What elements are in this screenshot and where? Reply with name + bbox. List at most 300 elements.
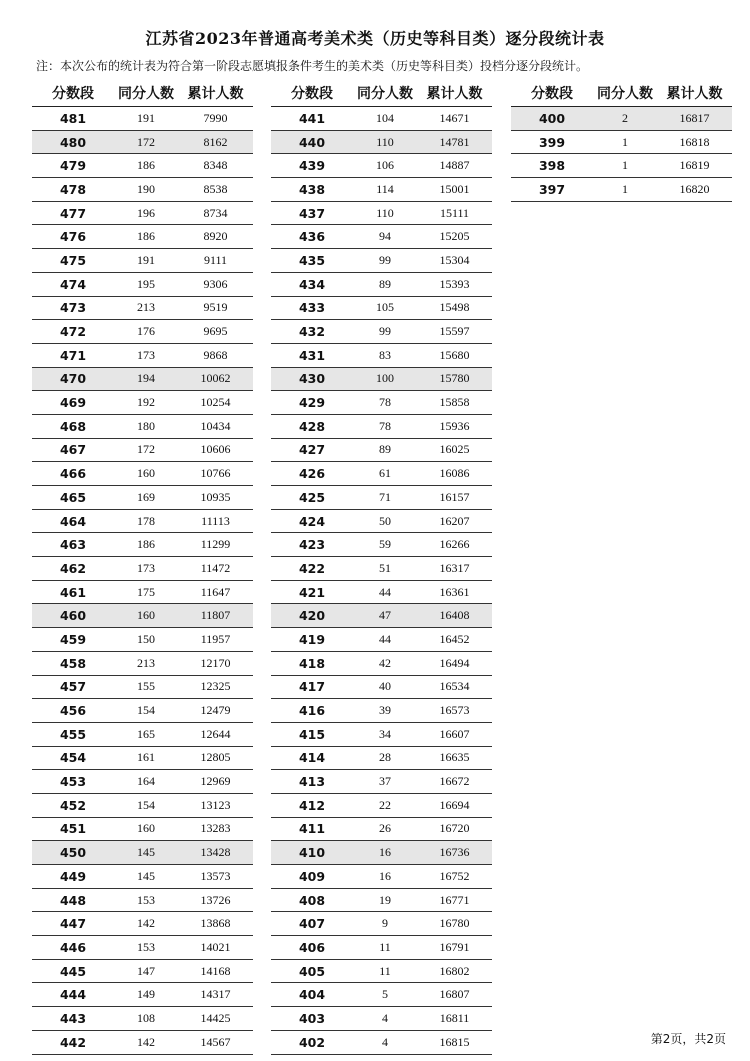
table-row bbox=[32, 462, 253, 486]
total-cell: 12805 bbox=[200, 750, 231, 765]
table-column-2 bbox=[271, 80, 492, 1055]
total-cell: 11299 bbox=[200, 537, 231, 552]
table-row bbox=[32, 178, 253, 202]
score-cell: 417 bbox=[298, 679, 326, 695]
score-cell: 451 bbox=[59, 821, 87, 837]
table-row bbox=[32, 533, 253, 557]
count-cell: 42 bbox=[379, 655, 391, 670]
score-cell: 454 bbox=[59, 750, 87, 766]
score-cell: 440 bbox=[298, 134, 326, 150]
total-cell: 14168 bbox=[200, 963, 231, 978]
count-cell: 149 bbox=[137, 987, 155, 1002]
total-cell: 15111 bbox=[439, 205, 470, 220]
score-cell: 436 bbox=[298, 229, 326, 245]
count-cell: 11 bbox=[379, 939, 391, 954]
score-cell: 475 bbox=[59, 252, 87, 268]
count-cell: 104 bbox=[376, 110, 394, 125]
table-row bbox=[32, 983, 253, 1007]
count-cell: 153 bbox=[137, 939, 155, 954]
count-cell: 161 bbox=[137, 750, 155, 765]
count-cell: 154 bbox=[137, 703, 155, 718]
page-footer: 第2页，共2页 bbox=[650, 1032, 726, 1046]
score-cell: 428 bbox=[298, 418, 326, 434]
score-cell: 406 bbox=[298, 939, 326, 955]
total-cell: 9306 bbox=[203, 276, 228, 291]
score-cell: 480 bbox=[59, 134, 87, 150]
table-row bbox=[32, 486, 253, 510]
score-cell: 467 bbox=[59, 442, 87, 458]
score-cell: 427 bbox=[298, 442, 326, 458]
table-row bbox=[32, 818, 253, 842]
table-column-3 bbox=[511, 80, 732, 202]
total-cell: 12325 bbox=[200, 679, 231, 694]
score-cell: 430 bbox=[298, 371, 326, 387]
total-cell: 16672 bbox=[439, 774, 470, 789]
table-row bbox=[271, 818, 492, 842]
score-cell: 464 bbox=[59, 513, 87, 529]
total-cell: 16802 bbox=[439, 963, 470, 978]
count-cell: 165 bbox=[137, 726, 155, 741]
count-cell: 50 bbox=[379, 513, 391, 528]
total-cell: 13428 bbox=[200, 845, 231, 860]
column-header-row bbox=[271, 80, 492, 107]
count-cell: 94 bbox=[379, 229, 391, 244]
total-cell: 10434 bbox=[200, 418, 231, 433]
count-cell: 1 bbox=[622, 158, 628, 173]
score-cell: 447 bbox=[59, 916, 87, 932]
table-row bbox=[271, 865, 492, 889]
table-row bbox=[32, 320, 253, 344]
score-cell: 414 bbox=[298, 750, 326, 766]
score-cell: 408 bbox=[298, 892, 326, 908]
table-row bbox=[32, 249, 253, 273]
count-cell: 1 bbox=[622, 134, 628, 149]
count-cell: 44 bbox=[379, 584, 391, 599]
total-cell: 9111 bbox=[203, 252, 228, 267]
count-cell: 173 bbox=[137, 347, 155, 362]
table-row bbox=[32, 415, 253, 439]
count-cell: 16 bbox=[379, 868, 391, 883]
count-cell: 1 bbox=[622, 181, 628, 196]
table-row bbox=[271, 652, 492, 676]
count-cell: 169 bbox=[137, 489, 155, 504]
count-cell: 173 bbox=[137, 560, 155, 575]
total-cell: 15393 bbox=[439, 276, 470, 291]
table-row bbox=[271, 249, 492, 273]
header-count: 同分人数 bbox=[357, 86, 413, 102]
count-cell: 110 bbox=[376, 205, 394, 220]
score-cell: 415 bbox=[298, 726, 326, 742]
table-row bbox=[32, 747, 253, 771]
count-cell: 40 bbox=[379, 679, 391, 694]
total-cell: 12644 bbox=[200, 726, 231, 741]
table-row bbox=[32, 557, 253, 581]
total-cell: 16791 bbox=[439, 939, 470, 954]
count-cell: 114 bbox=[376, 181, 394, 196]
table-row bbox=[271, 391, 492, 415]
score-cell: 418 bbox=[298, 655, 326, 671]
score-cell: 473 bbox=[59, 300, 87, 316]
score-cell: 404 bbox=[298, 987, 326, 1003]
table-row bbox=[271, 747, 492, 771]
total-cell: 10062 bbox=[200, 371, 231, 386]
score-cell: 453 bbox=[59, 774, 87, 790]
total-cell: 8920 bbox=[203, 229, 228, 244]
total-cell: 15498 bbox=[439, 300, 470, 315]
count-cell: 160 bbox=[137, 466, 155, 481]
count-cell: 9 bbox=[382, 916, 388, 931]
score-cell: 409 bbox=[298, 868, 326, 884]
total-cell: 13726 bbox=[200, 892, 231, 907]
count-cell: 145 bbox=[137, 845, 155, 860]
header-total: 累计人数 bbox=[187, 86, 244, 102]
table-row bbox=[511, 178, 732, 202]
total-cell: 14671 bbox=[439, 110, 470, 125]
count-cell: 186 bbox=[137, 158, 155, 173]
total-cell: 11113 bbox=[201, 513, 230, 528]
table-row bbox=[32, 699, 253, 723]
count-cell: 213 bbox=[137, 655, 155, 670]
total-cell: 16819 bbox=[679, 158, 710, 173]
table-row bbox=[271, 225, 492, 249]
total-cell: 15205 bbox=[439, 229, 470, 244]
table-row bbox=[32, 273, 253, 297]
score-cell: 397 bbox=[538, 181, 566, 197]
table-row bbox=[32, 439, 253, 463]
table-row bbox=[32, 225, 253, 249]
count-cell: 83 bbox=[379, 347, 391, 362]
count-cell: 154 bbox=[137, 797, 155, 812]
total-cell: 10606 bbox=[200, 442, 231, 457]
total-cell: 16573 bbox=[439, 703, 470, 718]
count-cell: 172 bbox=[137, 442, 155, 457]
total-cell: 16408 bbox=[439, 608, 470, 623]
total-cell: 15304 bbox=[439, 252, 470, 267]
total-cell: 15001 bbox=[439, 181, 470, 196]
score-cell: 441 bbox=[298, 110, 326, 126]
table-row bbox=[32, 912, 253, 936]
header-total: 累计人数 bbox=[426, 86, 483, 102]
table-row bbox=[32, 770, 253, 794]
total-cell: 10254 bbox=[200, 395, 231, 410]
column-header-row bbox=[32, 80, 253, 107]
total-cell: 15597 bbox=[439, 324, 470, 339]
score-cell: 399 bbox=[538, 134, 566, 150]
total-cell: 16157 bbox=[439, 489, 470, 504]
table-row bbox=[271, 960, 492, 984]
total-cell: 11647 bbox=[200, 584, 231, 599]
total-cell: 16635 bbox=[439, 750, 470, 765]
score-cell: 468 bbox=[59, 418, 87, 434]
score-cell: 448 bbox=[59, 892, 87, 908]
count-cell: 172 bbox=[137, 134, 155, 149]
table-row bbox=[271, 936, 492, 960]
count-cell: 160 bbox=[137, 821, 155, 836]
count-cell: 186 bbox=[137, 229, 155, 244]
score-cell: 424 bbox=[298, 513, 326, 529]
header-total: 累计人数 bbox=[666, 86, 723, 102]
count-cell: 213 bbox=[137, 300, 155, 315]
total-cell: 16266 bbox=[439, 537, 470, 552]
table-row bbox=[511, 154, 732, 178]
count-cell: 108 bbox=[137, 1010, 155, 1025]
count-cell: 37 bbox=[379, 774, 391, 789]
count-cell: 192 bbox=[137, 395, 155, 410]
count-cell: 89 bbox=[379, 276, 391, 291]
table-row bbox=[32, 297, 253, 321]
score-cell: 416 bbox=[298, 703, 326, 719]
score-cell: 469 bbox=[59, 395, 87, 411]
score-cell: 434 bbox=[298, 276, 326, 292]
score-cell: 470 bbox=[59, 371, 87, 387]
table-row bbox=[271, 889, 492, 913]
table-row bbox=[32, 131, 253, 155]
count-cell: 78 bbox=[379, 418, 391, 433]
count-cell: 153 bbox=[137, 892, 155, 907]
score-cell: 431 bbox=[298, 347, 326, 363]
table-row bbox=[271, 344, 492, 368]
score-cell: 456 bbox=[59, 703, 87, 719]
score-cell: 477 bbox=[59, 205, 87, 221]
total-cell: 16207 bbox=[439, 513, 470, 528]
count-cell: 4 bbox=[382, 1010, 388, 1025]
total-cell: 16736 bbox=[439, 845, 470, 860]
table-row bbox=[271, 770, 492, 794]
total-cell: 13868 bbox=[200, 916, 231, 931]
total-cell: 16720 bbox=[439, 821, 470, 836]
total-cell: 8348 bbox=[203, 158, 228, 173]
count-cell: 191 bbox=[137, 252, 155, 267]
total-cell: 11807 bbox=[200, 608, 231, 623]
count-cell: 186 bbox=[137, 537, 155, 552]
score-cell: 476 bbox=[59, 229, 87, 245]
table-row bbox=[32, 628, 253, 652]
table-row bbox=[271, 699, 492, 723]
score-cell: 412 bbox=[298, 797, 326, 813]
count-cell: 99 bbox=[379, 252, 391, 267]
score-cell: 423 bbox=[298, 537, 326, 553]
count-cell: 180 bbox=[137, 418, 155, 433]
table-row bbox=[271, 533, 492, 557]
table-row bbox=[271, 510, 492, 534]
table-row bbox=[32, 1007, 253, 1031]
total-cell: 15680 bbox=[439, 347, 470, 362]
header-score: 分数段 bbox=[52, 86, 94, 102]
header-score: 分数段 bbox=[291, 86, 333, 102]
table-row bbox=[271, 604, 492, 628]
count-cell: 100 bbox=[376, 371, 394, 386]
table-row bbox=[271, 462, 492, 486]
score-cell: 442 bbox=[59, 1034, 87, 1050]
score-cell: 459 bbox=[59, 631, 87, 647]
count-cell: 194 bbox=[137, 371, 155, 386]
total-cell: 7990 bbox=[203, 110, 228, 125]
count-cell: 164 bbox=[137, 774, 155, 789]
count-cell: 4 bbox=[382, 1034, 388, 1049]
count-cell: 196 bbox=[137, 205, 155, 220]
table-row bbox=[32, 960, 253, 984]
score-cell: 400 bbox=[538, 110, 566, 126]
total-cell: 16086 bbox=[439, 466, 470, 481]
score-cell: 450 bbox=[59, 845, 87, 861]
table-row bbox=[32, 794, 253, 818]
table-row bbox=[32, 865, 253, 889]
score-cell: 429 bbox=[298, 395, 326, 411]
table-row bbox=[271, 1031, 492, 1055]
score-cell: 474 bbox=[59, 276, 87, 292]
score-cell: 425 bbox=[298, 489, 326, 505]
count-cell: 105 bbox=[376, 300, 394, 315]
total-cell: 9695 bbox=[203, 324, 228, 339]
table-row bbox=[32, 604, 253, 628]
count-cell: 150 bbox=[137, 631, 155, 646]
score-cell: 452 bbox=[59, 797, 87, 813]
table-row bbox=[271, 439, 492, 463]
table-row bbox=[32, 107, 253, 131]
total-cell: 10766 bbox=[200, 466, 231, 481]
count-cell: 160 bbox=[137, 608, 155, 623]
score-cell: 455 bbox=[59, 726, 87, 742]
table-row bbox=[271, 154, 492, 178]
total-cell: 16317 bbox=[439, 560, 470, 575]
count-cell: 16 bbox=[379, 845, 391, 860]
total-cell: 16811 bbox=[439, 1010, 470, 1025]
count-cell: 155 bbox=[137, 679, 155, 694]
score-cell: 443 bbox=[59, 1010, 87, 1026]
score-cell: 466 bbox=[59, 466, 87, 482]
score-cell: 435 bbox=[298, 252, 326, 268]
table-row bbox=[271, 1007, 492, 1031]
total-cell: 14317 bbox=[200, 987, 231, 1002]
table-row bbox=[271, 983, 492, 1007]
count-cell: 142 bbox=[137, 1034, 155, 1049]
note-text: 注：本次公布的统计表为符合第一阶段志愿填报条件考生的美术类（历史等科目类）投档分逐分段统计。 bbox=[36, 59, 589, 73]
table-row bbox=[271, 320, 492, 344]
count-cell: 195 bbox=[137, 276, 155, 291]
table-row bbox=[271, 297, 492, 321]
count-cell: 145 bbox=[137, 868, 155, 883]
score-cell: 405 bbox=[298, 963, 326, 979]
total-cell: 14021 bbox=[200, 939, 231, 954]
count-cell: 26 bbox=[379, 821, 391, 836]
count-cell: 22 bbox=[379, 797, 391, 812]
score-cell: 422 bbox=[298, 560, 326, 576]
total-cell: 15858 bbox=[439, 395, 470, 410]
total-cell: 10935 bbox=[200, 489, 231, 504]
total-cell: 15780 bbox=[439, 371, 470, 386]
table-row bbox=[32, 510, 253, 534]
total-cell: 16494 bbox=[439, 655, 470, 670]
table-row bbox=[32, 889, 253, 913]
score-cell: 432 bbox=[298, 324, 326, 340]
score-cell: 465 bbox=[59, 489, 87, 505]
score-cell: 444 bbox=[59, 987, 87, 1003]
total-cell: 8538 bbox=[203, 181, 228, 196]
count-cell: 19 bbox=[379, 892, 391, 907]
table-row bbox=[271, 486, 492, 510]
score-cell: 419 bbox=[298, 631, 326, 647]
score-cell: 410 bbox=[298, 845, 326, 861]
count-cell: 34 bbox=[379, 726, 391, 741]
total-cell: 12479 bbox=[200, 703, 231, 718]
score-cell: 458 bbox=[59, 655, 87, 671]
total-cell: 16361 bbox=[439, 584, 470, 599]
count-cell: 176 bbox=[137, 324, 155, 339]
header-count: 同分人数 bbox=[597, 86, 653, 102]
count-cell: 2 bbox=[622, 110, 628, 125]
page-title: 江苏省2023年普通高考美术类（历史等科目类）逐分段统计表 bbox=[145, 29, 605, 48]
score-cell: 462 bbox=[59, 560, 87, 576]
count-cell: 61 bbox=[379, 466, 391, 481]
count-cell: 51 bbox=[379, 560, 391, 575]
count-cell: 44 bbox=[379, 631, 391, 646]
total-cell: 8162 bbox=[203, 134, 228, 149]
table-row bbox=[271, 723, 492, 747]
score-cell: 420 bbox=[298, 608, 326, 624]
table-row bbox=[271, 273, 492, 297]
score-cell: 403 bbox=[298, 1010, 326, 1026]
count-cell: 110 bbox=[376, 134, 394, 149]
total-cell: 14567 bbox=[200, 1034, 231, 1049]
count-cell: 47 bbox=[379, 608, 391, 623]
total-cell: 13283 bbox=[200, 821, 231, 836]
table-row bbox=[32, 368, 253, 392]
total-cell: 16807 bbox=[439, 987, 470, 1002]
count-cell: 178 bbox=[137, 513, 155, 528]
total-cell: 9868 bbox=[203, 347, 228, 362]
total-cell: 16607 bbox=[439, 726, 470, 741]
score-cell: 481 bbox=[59, 110, 87, 126]
score-cell: 472 bbox=[59, 324, 87, 340]
table-row bbox=[271, 368, 492, 392]
column-header-row bbox=[511, 80, 732, 107]
score-cell: 437 bbox=[298, 205, 326, 221]
table-row bbox=[271, 581, 492, 605]
total-cell: 14425 bbox=[200, 1010, 231, 1025]
total-cell: 13573 bbox=[200, 868, 231, 883]
score-cell: 421 bbox=[298, 584, 326, 600]
header-score: 分数段 bbox=[531, 86, 573, 102]
score-cell: 478 bbox=[59, 181, 87, 197]
count-cell: 78 bbox=[379, 395, 391, 410]
table-row bbox=[271, 557, 492, 581]
table-row bbox=[32, 391, 253, 415]
score-cell: 471 bbox=[59, 347, 87, 363]
count-cell: 28 bbox=[379, 750, 391, 765]
total-cell: 12170 bbox=[200, 655, 231, 670]
score-cell: 438 bbox=[298, 181, 326, 197]
table-row bbox=[32, 344, 253, 368]
count-cell: 59 bbox=[379, 537, 391, 552]
total-cell: 14887 bbox=[439, 158, 470, 173]
score-cell: 461 bbox=[59, 584, 87, 600]
table-row bbox=[32, 154, 253, 178]
header-count: 同分人数 bbox=[118, 86, 174, 102]
score-cell: 449 bbox=[59, 868, 87, 884]
table-row bbox=[32, 841, 253, 865]
total-cell: 16771 bbox=[439, 892, 470, 907]
count-cell: 106 bbox=[376, 158, 394, 173]
score-cell: 398 bbox=[538, 158, 566, 174]
total-cell: 11472 bbox=[200, 560, 231, 575]
table-row bbox=[271, 131, 492, 155]
table-row bbox=[271, 794, 492, 818]
total-cell: 9519 bbox=[203, 300, 228, 315]
score-cell: 433 bbox=[298, 300, 326, 316]
table-row bbox=[32, 723, 253, 747]
total-cell: 16815 bbox=[439, 1034, 470, 1049]
table-row bbox=[511, 107, 732, 131]
